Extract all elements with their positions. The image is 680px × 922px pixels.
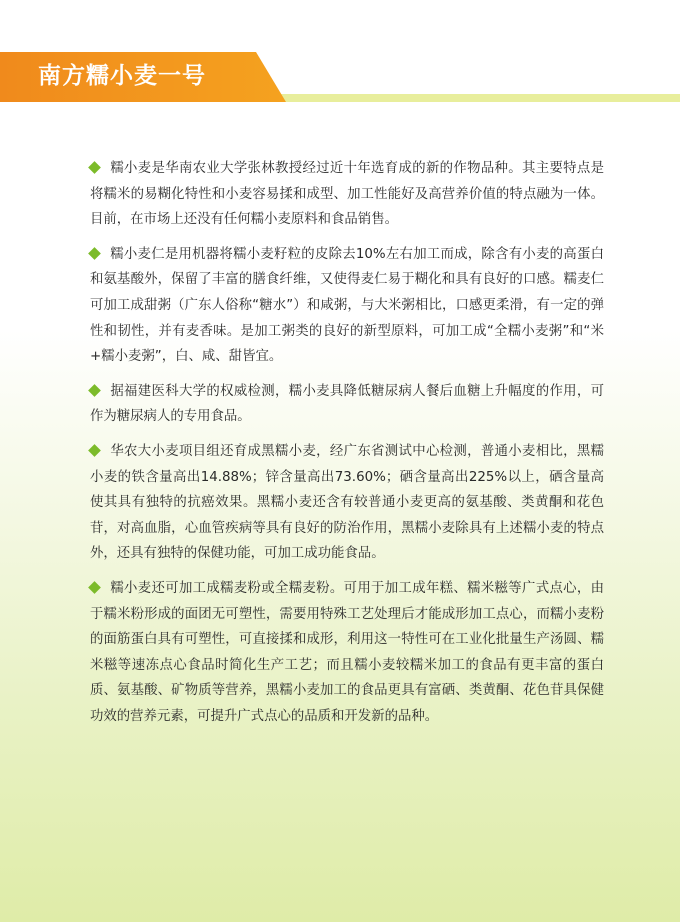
paragraph-text: 据福建医科大学的权威检测，糯小麦具降低糖尿病人餐后血糖上升幅度的作用，可作为糖尿病人的专用食品。	[90, 383, 604, 425]
diamond-bullet-icon	[88, 161, 101, 174]
paragraph-flour	[90, 576, 604, 730]
article-body	[90, 156, 604, 738]
paragraph-text: 糯小麦仁是用机器将糯小麦籽粒的皮除去10%左右加工而成，除含有小麦的高蛋白和氨基酸外，保留了丰富的膳食纤维，又使得麦仁易于糊化和具有良好的口感。糯麦仁可加工成甜粥（广东人俗称“糖水”）和咸粥，与大米粥相比，口感更柔滑，有一定的弹性和韧性，并有麦香味。是加工粥类的良好的新型原料，可加工成“全糯小麦粥”和“米+糯小麦粥”，白、咸、甜皆宜。	[90, 246, 604, 365]
paragraph-black-wheat	[90, 439, 604, 567]
diamond-bullet-icon	[88, 581, 101, 594]
diamond-bullet-icon	[88, 444, 101, 457]
section-header	[0, 52, 680, 102]
diamond-bullet-icon	[88, 384, 101, 397]
page-title: 南方糯小麦一号	[38, 63, 206, 89]
paragraph-intro	[90, 156, 604, 233]
paragraph-text: 华农大小麦项目组还育成黑糯小麦，经广东省测试中心检测，普通小麦相比，黑糯小麦的铁含量高出14.88%；锌含量高出73.60%；硒含量高出225%以上，硒含量高使其具有独特的抗癌效果。黑糯小麦还含有较普通小麦更高的氨基酸、类黄酮和花色苷，对高血脂，心血管疾病等具有良好的防治作用，黑糯小麦除具有上述糯小麦的特点外，还具有独特的保健功能，可加工成功能食品。	[90, 443, 604, 562]
paragraph-text: 糯小麦还可加工成糯麦粉或全糯麦粉。可用于加工成年糕、糯米糍等广式点心，由于糯米粉形成的面团无可塑性，需要用特殊工艺处理后才能成形加工点心，而糯小麦粉的面筋蛋白具有可塑性，可直接揉和成形，利用这一特性可在工业化批量生产汤圆、糯米糍等速冻点心食品时简化生产工艺；而且糯小麦较糯米加工的食品有更丰富的蛋白质、氨基酸、矿物质等营养，黑糯小麦加工的食品更具有富硒、类黄酮、花色苷具保健功效的营养元素，可提升广式点心的品质和开发新的品种。	[90, 580, 604, 724]
paragraph-wheat-kernel	[90, 242, 604, 370]
diamond-bullet-icon	[88, 247, 101, 260]
paragraph-text: 糯小麦是华南农业大学张林教授经过近十年选育成的新的作物品种。其主要特点是将糯米的易糊化特性和小麦容易揉和成型、加工性能好及高营养价值的特点融为一体。目前，在市场上还没有任何糯小麦原料和食品销售。	[90, 161, 604, 228]
paragraph-blood-sugar	[90, 379, 604, 430]
